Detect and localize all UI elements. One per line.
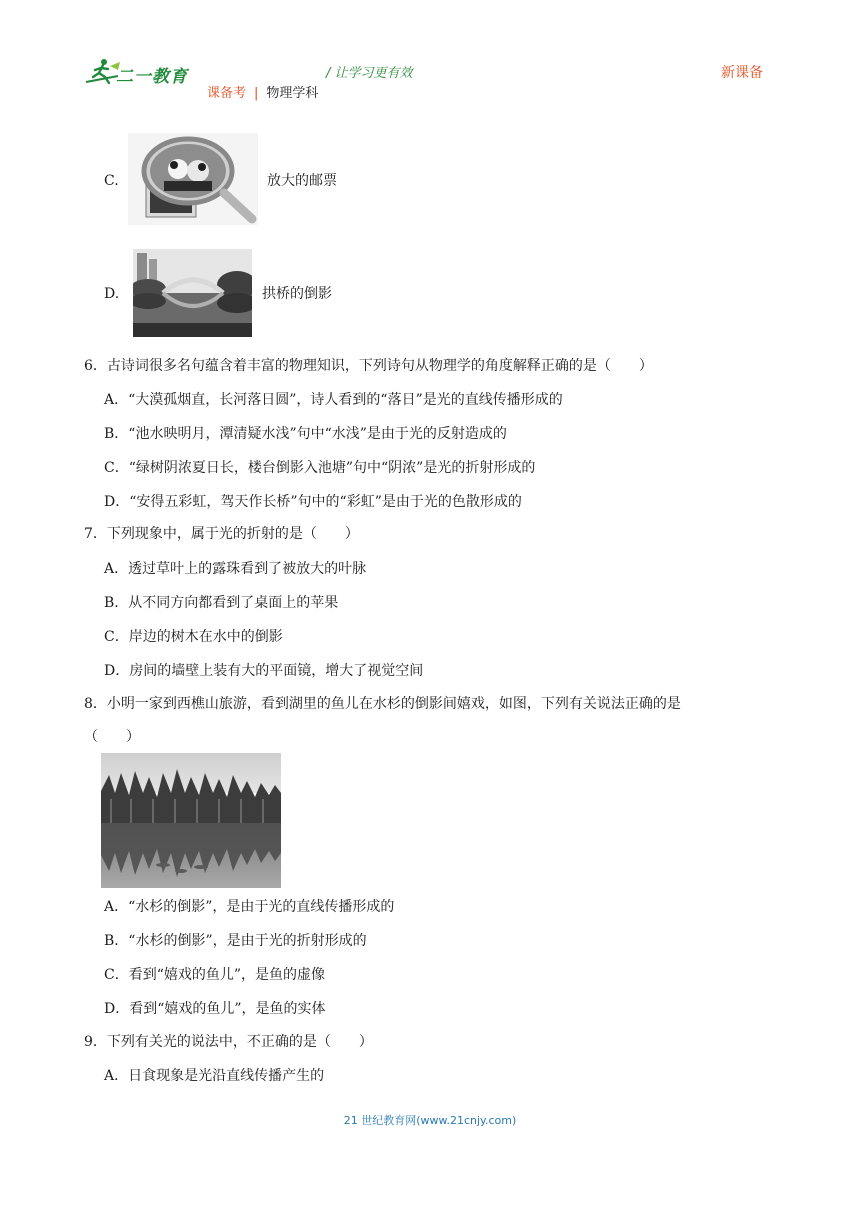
logo-text: 二一教育: [116, 67, 188, 87]
q8-stem-line1: 8．小明一家到西樵山旅游，看到湖里的鱼儿在水杉的倒影间嬉戏，如图，下列有关说法正确的是: [84, 696, 681, 712]
q6-option-b: B．“池水映明月，潭清疑水浅”句中“水浅”是由于光的反射造成的: [104, 426, 507, 442]
brand-right: 新课备: [721, 65, 763, 81]
q6-option-d: D．“安得五彩虹，驾天作长桥”句中的“彩虹”是由于光的色散形成的: [104, 494, 522, 510]
q9-option-a: A．日食现象是光沿直线传播产生的: [104, 1068, 325, 1084]
q8-stem-line2: （ ）: [84, 729, 140, 745]
q5-option-c-text: 放大的邮票: [267, 173, 337, 189]
subhead-subject: 物理学科: [266, 86, 319, 101]
q6-stem: 6．古诗词很多名句蕴含着丰富的物理知识，下列诗句从物理学的角度解释正确的是（ ）: [84, 358, 653, 374]
arch-bridge-reflection-image: [133, 249, 252, 337]
q8-option-a: A．“水杉的倒影”，是由于光的直线传播形成的: [104, 899, 395, 915]
q9-stem: 9．下列有关光的说法中，不正确的是（ ）: [84, 1034, 373, 1050]
q8-option-b: B．“水杉的倒影”，是由于光的折射形成的: [104, 933, 367, 949]
q6-option-a: A．“大漠孤烟直，长河落日圆”，诗人看到的“落日”是光的直线传播形成的: [104, 392, 563, 408]
q5-option-d-text: 拱桥的倒影: [262, 286, 332, 302]
q7-option-a: A．透过草叶上的露珠看到了被放大的叶脉: [104, 561, 367, 577]
q8-option-c: C．看到“嬉戏的鱼儿”，是鱼的虚像: [104, 967, 326, 983]
q7-stem: 7．下列现象中，属于光的折射的是（ ）: [84, 526, 359, 542]
q5-option-c-label: C.: [104, 173, 119, 189]
q7-option-c: C．岸边的树木在水中的倒影: [104, 629, 283, 645]
q8-option-d: D．看到“嬉戏的鱼儿”，是鱼的实体: [104, 1001, 326, 1017]
subhead-left: 课备考: [207, 86, 247, 101]
stamp-magnifier-image: [128, 133, 258, 225]
footer-link[interactable]: 21 世纪教育网(www.21cnjy.com): [343, 1114, 517, 1127]
q7-option-d: D．房间的墙壁上装有大的平面镜，增大了视觉空间: [104, 663, 424, 679]
subhead: [207, 82, 318, 101]
lake-tree-reflection-image: [101, 753, 281, 888]
subhead-separator: |: [254, 86, 259, 101]
q6-option-c: C．“绿树阴浓夏日长，楼台倒影入池塘”句中“阴浓”是光的折射形成的: [104, 460, 536, 476]
q7-option-b: B．从不同方向都看到了桌面上的苹果: [104, 595, 339, 611]
slogan: / 让学习更有效: [326, 66, 413, 81]
q5-option-d-label: D.: [104, 286, 120, 302]
